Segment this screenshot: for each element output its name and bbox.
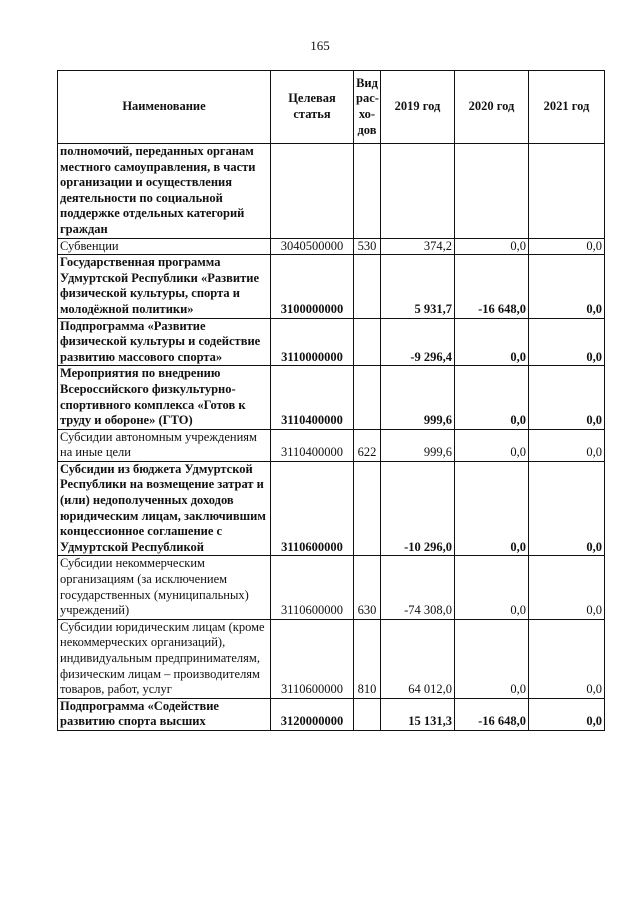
row-expense-type xyxy=(354,144,381,239)
table-row xyxy=(58,556,605,619)
row-2019: 15 131,3 xyxy=(381,698,455,730)
column-header-2019: 2019 год xyxy=(381,71,455,144)
row-name: Субсидии некоммерческим организациям (за исключением государственных (муниципальных) учреждений) xyxy=(58,556,271,619)
row-2020: 0,0 xyxy=(455,619,529,698)
table-header-row xyxy=(58,71,605,144)
row-expense-type: 622 xyxy=(354,429,381,461)
row-name: Государственная программа Удмуртской Республики «Развитие физической культуры, спорта и молодёжной политики» xyxy=(58,255,271,318)
column-header-2021: 2021 год xyxy=(529,71,605,144)
table-row xyxy=(58,429,605,461)
row-2020: 0,0 xyxy=(455,318,529,366)
row-name: Подпрограмма «Развитие физической культуры и содействие развитию массового спорта» xyxy=(58,318,271,366)
row-name: полномочий, переданных органам местного самоуправления, в части организации и осуществления деятельности по социальной поддержке отдельных категорий граждан xyxy=(58,144,271,239)
table-row xyxy=(58,255,605,318)
row-2019: -10 296,0 xyxy=(381,461,455,556)
row-name: Подпрограмма «Содействие развитию спорта высших xyxy=(58,698,271,730)
row-2020 xyxy=(455,144,529,239)
row-2020: 0,0 xyxy=(455,238,529,255)
row-expense-type xyxy=(354,698,381,730)
table-row xyxy=(58,619,605,698)
column-header-2020: 2020 год xyxy=(455,71,529,144)
column-header-name: Наименование xyxy=(58,71,271,144)
row-code: 3110400000 xyxy=(271,366,354,429)
row-2019: -9 296,4 xyxy=(381,318,455,366)
column-header-code: Целевая статья xyxy=(271,71,354,144)
row-expense-type: 630 xyxy=(354,556,381,619)
table-row xyxy=(58,318,605,366)
row-name: Субсидии автономным учреждениям на иные цели xyxy=(58,429,271,461)
row-name: Субсидии из бюджета Удмуртской Республики на возмещение затрат и (или) недополученных доходов юридическим лицам, заключившим концессионное соглашение с Удмуртской Республикой xyxy=(58,461,271,556)
table-row xyxy=(58,698,605,730)
row-2020: 0,0 xyxy=(455,556,529,619)
table-row xyxy=(58,366,605,429)
row-code: 3110000000 xyxy=(271,318,354,366)
row-2020: -16 648,0 xyxy=(455,255,529,318)
row-2019: -74 308,0 xyxy=(381,556,455,619)
row-2021: 0,0 xyxy=(529,556,605,619)
row-expense-type: 530 xyxy=(354,238,381,255)
row-2021: 0,0 xyxy=(529,698,605,730)
row-code: 3110400000 xyxy=(271,429,354,461)
row-name: Субсидии юридическим лицам (кроме некоммерческих организаций), индивидуальным предпринимателям, физическим лицам – производителям товаров, работ, услуг xyxy=(58,619,271,698)
row-2021: 0,0 xyxy=(529,238,605,255)
row-2019 xyxy=(381,144,455,239)
column-header-expense-type: Вид рас-хо-дов xyxy=(354,71,381,144)
row-2020: -16 648,0 xyxy=(455,698,529,730)
row-2021: 0,0 xyxy=(529,429,605,461)
row-expense-type xyxy=(354,318,381,366)
row-2019: 999,6 xyxy=(381,366,455,429)
row-2020: 0,0 xyxy=(455,461,529,556)
table-row xyxy=(58,144,605,239)
page-number: 165 xyxy=(310,38,330,53)
row-2020: 0,0 xyxy=(455,429,529,461)
row-expense-type xyxy=(354,255,381,318)
table-row xyxy=(58,461,605,556)
row-name: Субвенции xyxy=(58,238,271,255)
row-code: 3110600000 xyxy=(271,619,354,698)
row-2021 xyxy=(529,144,605,239)
row-code: 3110600000 xyxy=(271,461,354,556)
row-expense-type xyxy=(354,366,381,429)
row-2021: 0,0 xyxy=(529,461,605,556)
table-row xyxy=(58,238,605,255)
row-2021: 0,0 xyxy=(529,318,605,366)
row-code: 3110600000 xyxy=(271,556,354,619)
row-2021: 0,0 xyxy=(529,366,605,429)
row-code: 3100000000 xyxy=(271,255,354,318)
row-2019: 5 931,7 xyxy=(381,255,455,318)
row-expense-type xyxy=(354,461,381,556)
row-2021: 0,0 xyxy=(529,619,605,698)
row-2019: 64 012,0 xyxy=(381,619,455,698)
budget-table xyxy=(57,70,605,731)
row-code: 3040500000 xyxy=(271,238,354,255)
row-2019: 374,2 xyxy=(381,238,455,255)
row-code xyxy=(271,144,354,239)
row-2021: 0,0 xyxy=(529,255,605,318)
row-expense-type: 810 xyxy=(354,619,381,698)
row-name: Мероприятия по внедрению Всероссийского физкультурно-спортивного комплекса «Готов к труду и обороне» (ГТО) xyxy=(58,366,271,429)
row-2020: 0,0 xyxy=(455,366,529,429)
row-code: 3120000000 xyxy=(271,698,354,730)
row-2019: 999,6 xyxy=(381,429,455,461)
